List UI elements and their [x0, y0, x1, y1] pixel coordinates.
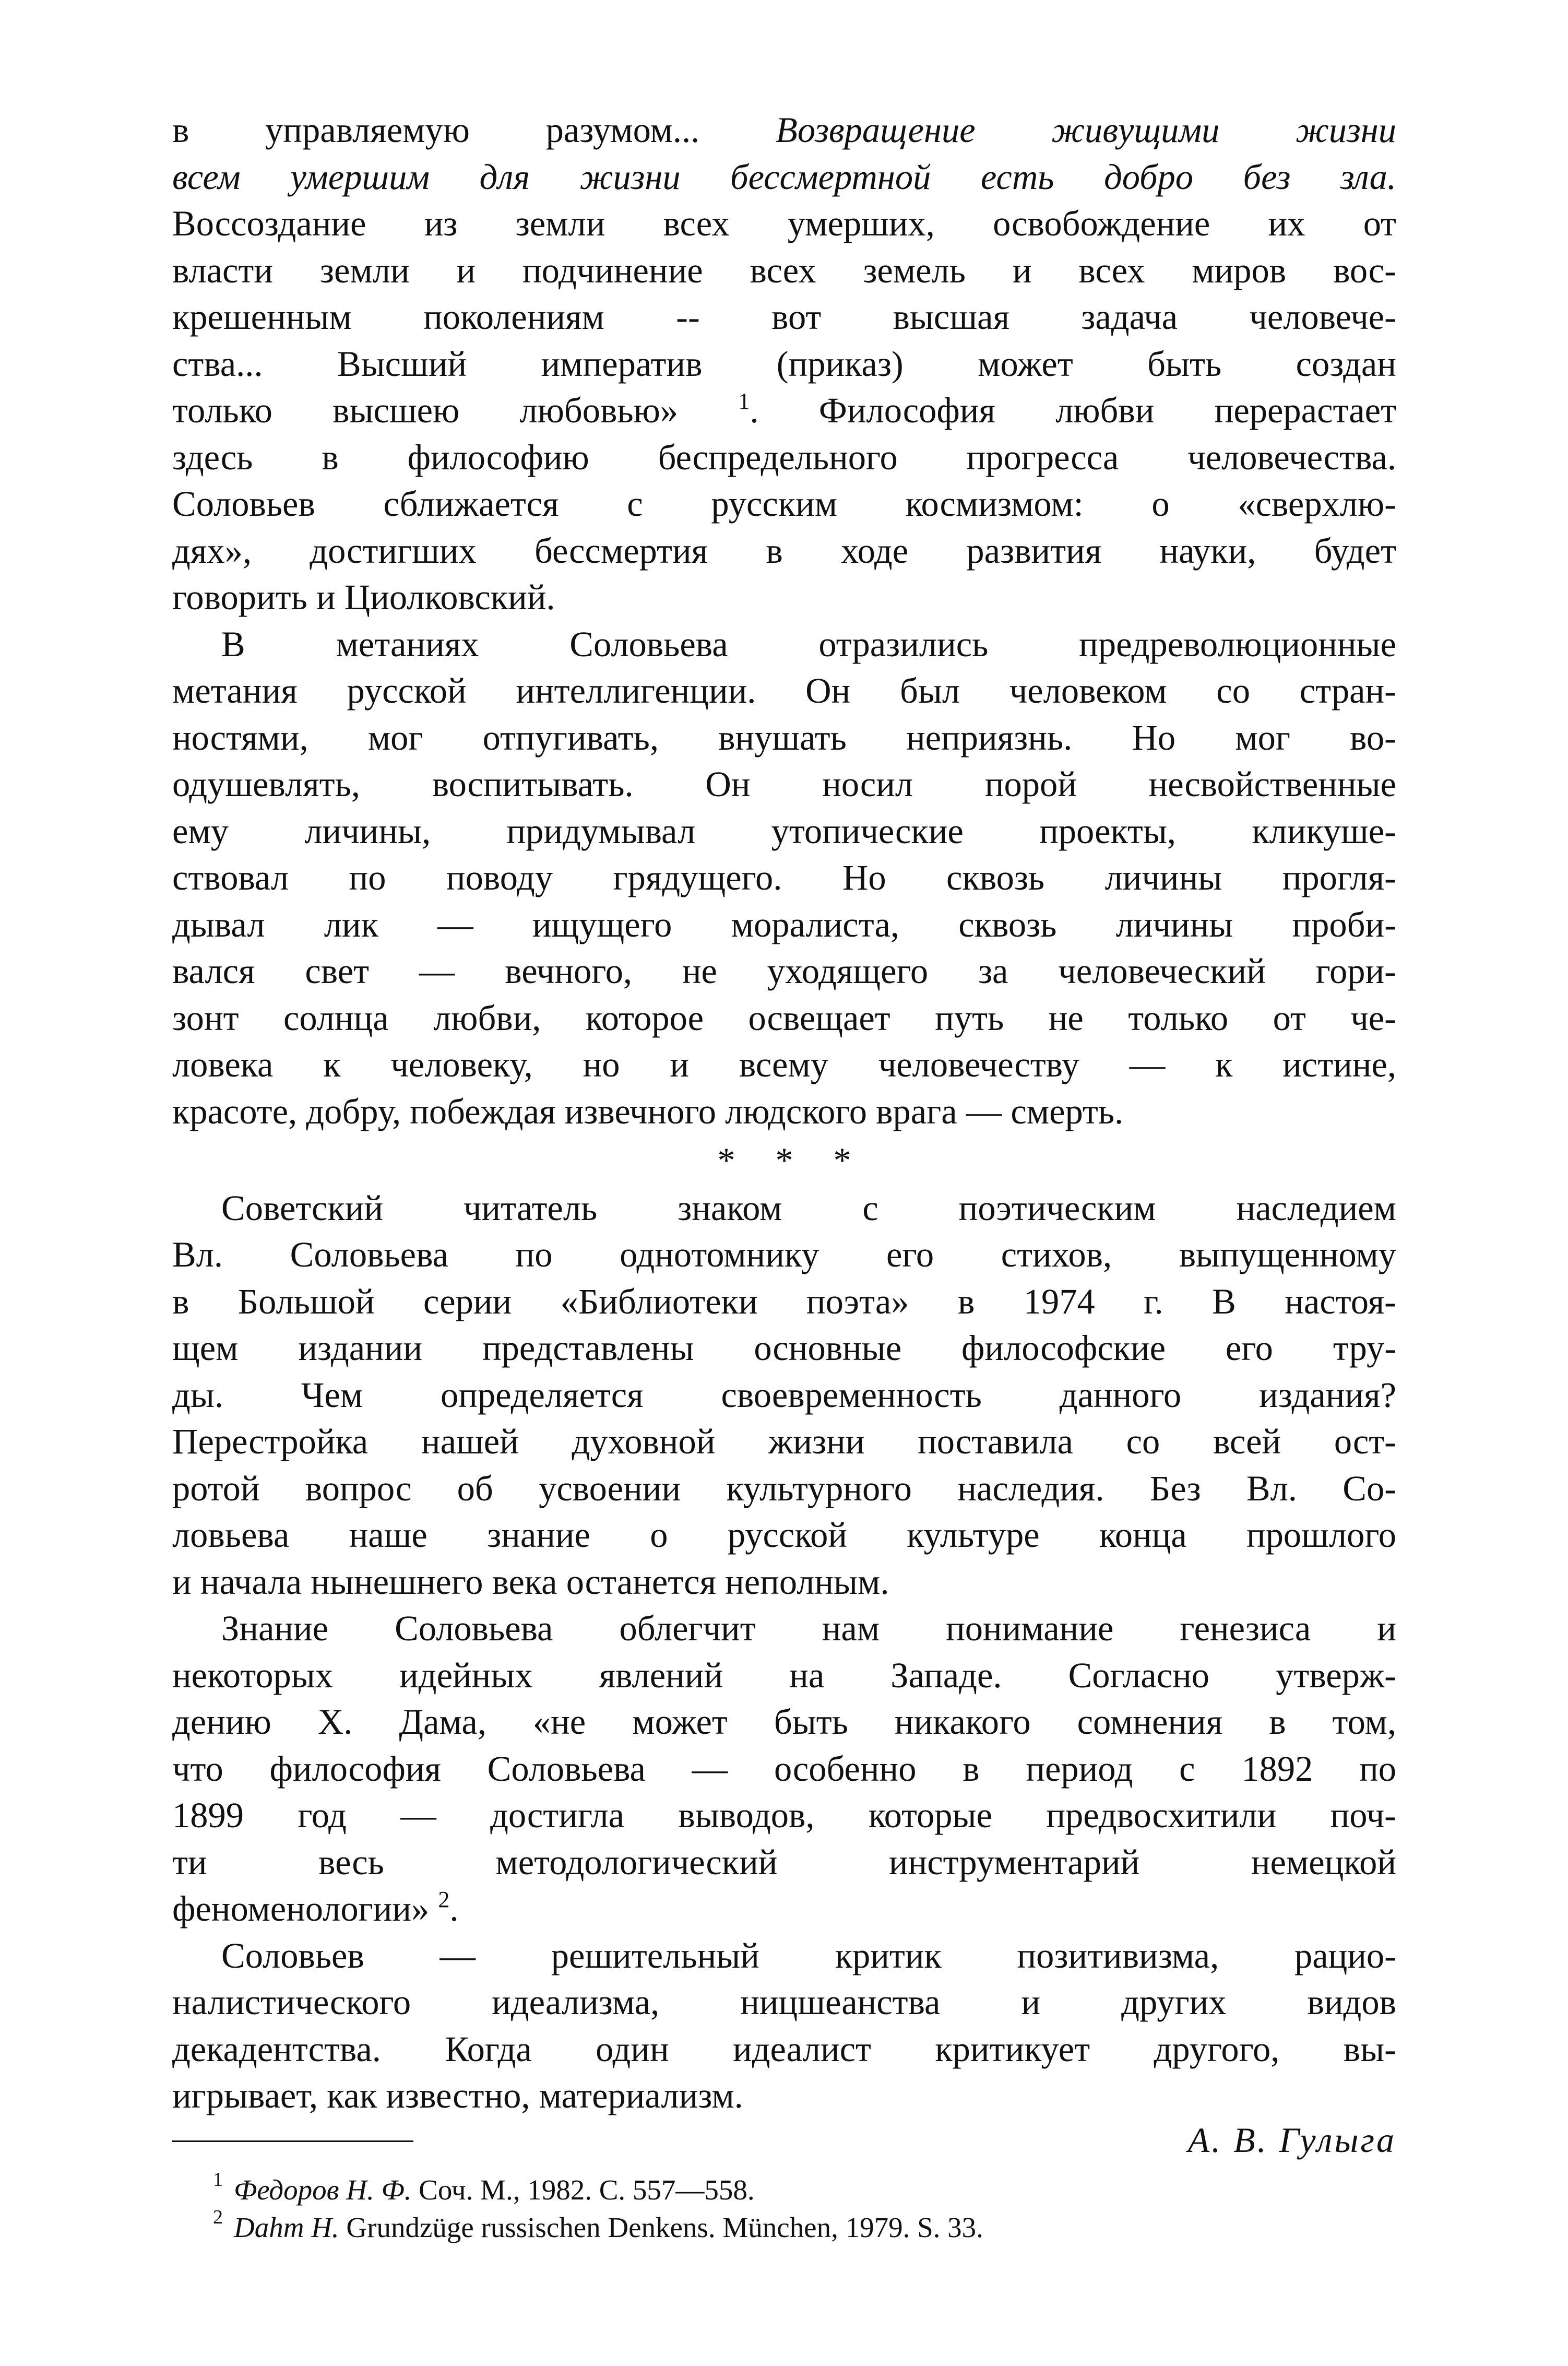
- text-run: красоте, добру, побеждая извечного людского врага — смерть.: [172, 1091, 1124, 1131]
- text-line: [172, 995, 1396, 1042]
- text-line: [172, 1465, 1396, 1512]
- text-body-upper: [172, 107, 1396, 1135]
- text-run: феноменологии»: [172, 1889, 438, 1929]
- text-line: [172, 154, 1396, 201]
- text-line: [172, 1792, 1396, 1839]
- text-run: налистического идеализма, ницшеанства и других видов: [172, 1982, 1396, 2022]
- footnote-author: Dahm H.: [234, 2211, 339, 2243]
- footnote-text: Соч. М., 1982. С. 557—558.: [411, 2173, 755, 2206]
- paragraph: [172, 107, 1396, 621]
- text-run: и начала нынешнего века останется неполным.: [172, 1561, 889, 1602]
- paragraph: [172, 1185, 1396, 1606]
- text-line: [172, 481, 1396, 528]
- section-separator: * * *: [717, 1140, 851, 1180]
- text-run: . Философия любви перерастает: [750, 391, 1396, 430]
- text-line: [172, 1512, 1396, 1559]
- text-run: одушевлять, воспитывать. Он носил порой несвойственные: [172, 764, 1396, 804]
- text-line: [172, 1979, 1396, 2026]
- text-run: только высшею любовью»: [172, 391, 739, 430]
- text-line: [172, 200, 1396, 247]
- paragraph: [172, 1605, 1396, 1933]
- text-line: [172, 1325, 1396, 1372]
- text-line: [172, 1042, 1396, 1089]
- text-run: в управляемую разумом...: [172, 110, 776, 150]
- text-run: всем умершим для жизни бессмертной есть добро без зла.: [172, 157, 1396, 197]
- text-line: [172, 1232, 1396, 1279]
- text-line: [172, 1652, 1396, 1699]
- text-line: [172, 1185, 1396, 1232]
- text-line: [172, 387, 1396, 434]
- text-run: Соловьев сближается с русским космизмом: о «сверхлю-: [172, 484, 1396, 524]
- text-run: щем издании представлены основные философские его тру-: [172, 1328, 1396, 1368]
- text-line: [172, 761, 1396, 808]
- text-line: [172, 948, 1396, 995]
- text-run: дывал лик — ищущего моралиста, сквозь личины проби-: [172, 904, 1396, 944]
- text-line: [172, 1605, 1396, 1652]
- text-run: крешенным поколениям -- вот высшая задача человече-: [172, 297, 1396, 337]
- text-run: здесь в философию беспредельного прогресса человечества.: [172, 437, 1396, 477]
- footnote-number: 2: [213, 2206, 223, 2228]
- text-run: .: [449, 1889, 459, 1929]
- footnote-rule: [172, 2140, 413, 2142]
- text-run: ды. Чем определяется своевременность данного издания?: [172, 1375, 1396, 1415]
- paragraph: [172, 1933, 1396, 2120]
- text-run: ловека к человеку, но и всему человечеству — к истине,: [172, 1045, 1396, 1084]
- text-run: Возвращение живущими жизни: [776, 110, 1396, 150]
- text-line: [172, 528, 1396, 575]
- text-line: [172, 1089, 1396, 1135]
- text-line: [172, 2073, 1396, 2120]
- text-line: [172, 574, 1396, 621]
- text-run: ствовал по поводу грядущего. Но сквозь личины прогля-: [172, 858, 1396, 897]
- text-line: [172, 621, 1396, 668]
- text-run: ему личины, придумывал утопические проекты, кликуше-: [172, 811, 1396, 851]
- footnote-1: [213, 2168, 1396, 2209]
- text-run: Советский читатель знаком с поэтическим наследием: [221, 1188, 1396, 1228]
- footnote-2: [213, 2206, 1396, 2246]
- text-line: [172, 855, 1396, 902]
- text-run: 1899 год — достигла выводов, которые предвосхитили поч-: [172, 1795, 1396, 1835]
- text-line: [172, 107, 1396, 154]
- text-run: Знание Соловьева облегчит нам понимание генезиса и: [221, 1608, 1396, 1648]
- text-run: Вл. Соловьева по однотомнику его стихов, выпущенному: [172, 1235, 1396, 1274]
- text-run: дению X. Дама, «не может быть никакого сомнения в том,: [172, 1702, 1396, 1742]
- text-line: [172, 1559, 1396, 1606]
- text-line: [172, 294, 1396, 341]
- footnote-number: 1: [213, 2168, 223, 2191]
- text-run: игрывает, как известно, материализм.: [172, 2076, 743, 2115]
- paragraph: [172, 621, 1396, 1135]
- text-line: [172, 808, 1396, 855]
- text-run: декадентства. Когда один идеалист критикует другого, вы-: [172, 2029, 1396, 2069]
- footnote-ref: 2: [438, 1887, 450, 1912]
- text-run: ностями, мог отпугивать, внушать неприязнь. Но мог во-: [172, 717, 1396, 758]
- text-line: [172, 1699, 1396, 1746]
- text-line: [172, 1746, 1396, 1793]
- page-content: [172, 107, 1396, 2246]
- text-line: [172, 247, 1396, 294]
- text-run: некоторых идейных явлений на Западе. Согласно утверж-: [172, 1655, 1396, 1695]
- text-run: ства... Высший императив (приказ) может быть создан: [172, 344, 1396, 384]
- text-run: дях», достигших бессмертия в ходе развития науки, будет: [172, 530, 1396, 571]
- text-run: Воссоздание из земли всех умерших, освобождение их от: [172, 204, 1396, 243]
- text-run: вался свет — вечного, не уходящего за человеческий гори-: [172, 951, 1396, 991]
- footnote-text: Grundzüge russischen Denkens. München, 1979. S. 33.: [339, 2211, 983, 2243]
- text-run: в Большой серии «Библиотеки поэта» в 1974 г. В настоя-: [172, 1281, 1396, 1321]
- text-line: [172, 1418, 1396, 1465]
- text-run: что философия Соловьева — особенно в период с 1892 по: [172, 1748, 1396, 1789]
- text-line: [172, 902, 1396, 949]
- signature-row: [172, 2120, 1396, 2169]
- text-run: В метаниях Соловьева отразились предреволюционные: [221, 624, 1396, 664]
- text-line: [172, 434, 1396, 481]
- text-line: [172, 1839, 1396, 1886]
- text-line: [172, 341, 1396, 388]
- author-signature: А. В. Гулыга: [1187, 2120, 1396, 2160]
- text-body-lower: [172, 1185, 1396, 2120]
- text-line: [172, 2026, 1396, 2073]
- text-line: [172, 715, 1396, 762]
- text-run: метания русской интеллигенции. Он был человеком со стран-: [172, 671, 1396, 711]
- text-run: Соловьев — решительный критик позитивизма, рацио-: [221, 1935, 1396, 1975]
- text-line: [172, 668, 1396, 715]
- text-run: власти земли и подчинение всех земель и всех миров вос-: [172, 250, 1396, 290]
- text-run: Перестройка нашей духовной жизни поставила со всей ост-: [172, 1422, 1396, 1461]
- text-run: зонт солнца любви, которое освещает путь не только от че-: [172, 998, 1396, 1038]
- text-line: [172, 1279, 1396, 1326]
- text-line: [172, 1372, 1396, 1419]
- footnote-ref: 1: [738, 388, 750, 414]
- text-line: [172, 1933, 1396, 1980]
- text-run: ловьева наше знание о русской культуре конца прошлого: [172, 1515, 1396, 1555]
- text-run: ротой вопрос об усвоении культурного наследия. Без Вл. Со-: [172, 1468, 1396, 1508]
- text-line: [172, 1886, 1396, 1933]
- text-run: ти весь методологический инструментарий немецкой: [172, 1842, 1396, 1882]
- footnotes: [172, 2168, 1396, 2246]
- text-run: говорить и Циолковский.: [172, 577, 555, 617]
- footnote-author: Федоров Н. Ф.: [234, 2173, 412, 2206]
